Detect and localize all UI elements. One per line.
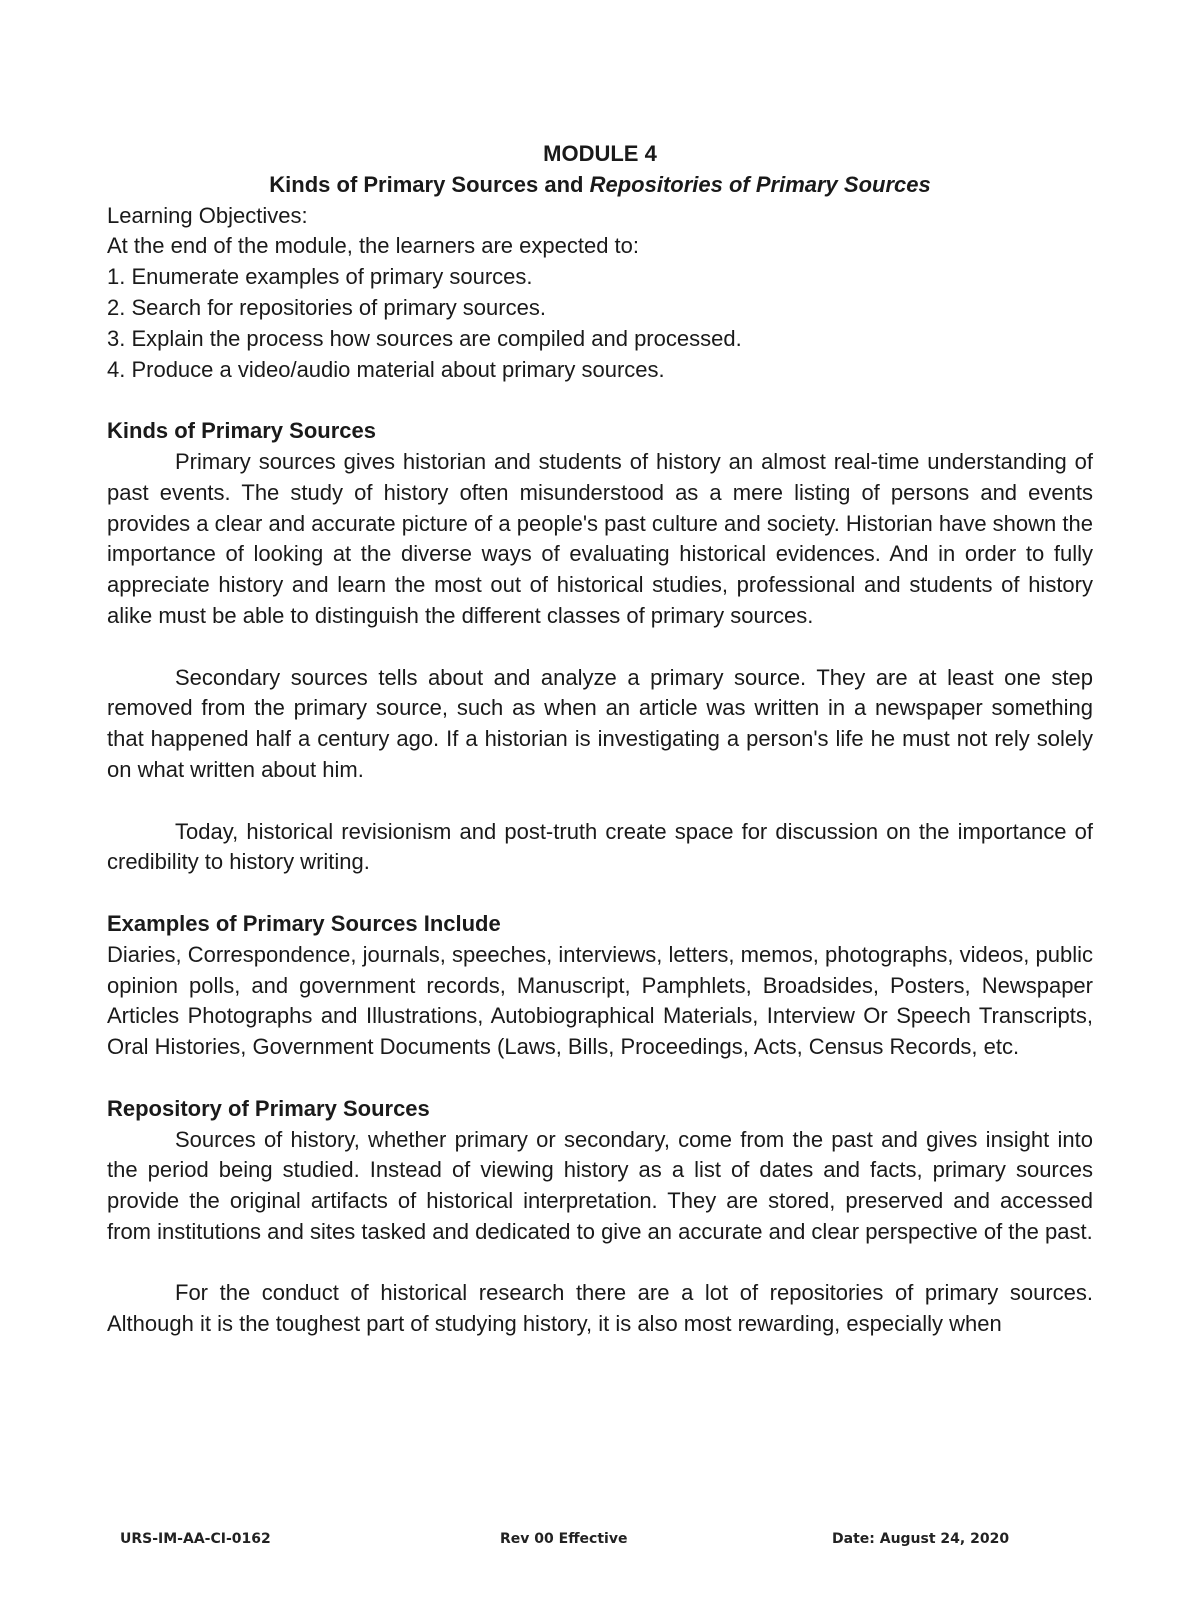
objectives-intro: At the end of the module, the learners are expected to: [107, 233, 640, 259]
spacer [107, 878, 1093, 909]
page-footer [120, 1531, 1020, 1553]
repository-heading: Repository of Primary Sources [107, 1095, 430, 1121]
kinds-paragraph-2: Secondary sources tells about and analyze a primary source. They are at least one step removed from the primary source, such as when an article was written in a newspaper something that happened half a century ago. If a historian is investigating a person's life he must not rely solely on what written about him. [107, 664, 1093, 782]
footer-revision: Rev 00 Effective [500, 1531, 628, 1547]
repository-paragraph-1: Sources of history, whether primary or secondary, come from the past and gives insight into the period being studied. Instead of viewing history as a list of dates and facts, primary sources provide the original artifacts of historical interpretation. They are stored, preserved and accessed from institutions and sites tasked and dedicated to give an accurate and clear perspective of the past. [107, 1126, 1093, 1244]
objectives-label: Learning Objectives: [107, 202, 308, 228]
repository-paragraph-2: For the conduct of historical research there are a lot of repositories of primary sources. Although it is the toughest part of studying history, it is also most rewarding, especially when [107, 1280, 1093, 1337]
objective-item: 1. Enumerate examples of primary sources. [107, 264, 533, 290]
kinds-heading: Kinds of Primary Sources [107, 418, 376, 444]
footer-document-code: URS-IM-AA-CI-0162 [120, 1531, 271, 1547]
module-title [107, 170, 1093, 201]
page-content [107, 139, 1093, 1340]
spacer [107, 1248, 1093, 1279]
spacer [107, 786, 1093, 817]
footer-date: Date: August 24, 2020 [832, 1531, 1010, 1547]
spacer [107, 385, 1093, 416]
kinds-paragraph-1: Primary sources gives historian and students of history an almost real-time understanding of past events. The study of history often misunderstood as a mere listing of persons and events provides a clear and accurate picture of a people's past culture and society. Historian have shown the importance of looking at the diverse ways of evaluating historical evidences. And in order to fully appreciate history and learn the most out of historical studies, professional and students of history alike must be able to distinguish the different classes of primary sources. [107, 448, 1093, 628]
module-title-part1: Kinds of Primary Sources and [269, 171, 590, 197]
objective-item: 2. Search for repositories of primary sources. [107, 294, 546, 320]
kinds-paragraph-3: Today, historical revisionism and post-truth create space for discussion on the importance of credibility to history writing. [107, 818, 1093, 875]
objective-item: 4. Produce a video/audio material about primary sources. [107, 356, 665, 382]
examples-heading: Examples of Primary Sources Include [107, 910, 501, 936]
module-title-part2: Repositories of Primary Sources [589, 171, 931, 197]
spacer [107, 632, 1093, 663]
examples-text: Diaries, Correspondence, journals, speeches, interviews, letters, memos, photographs, videos, public opinion polls, and government records, Manuscript, Pamphlets, Broadsides, Posters, Newspaper Articles Photographs and Illustrations, Autobiographical Materials, Interview Or Speech Transcripts, Oral Histories, Government Documents (Laws, Bills, Proceedings, Acts, Census Records, etc. [107, 941, 1093, 1060]
objective-item: 3. Explain the process how sources are compiled and processed. [107, 325, 742, 351]
spacer [107, 1063, 1093, 1094]
module-number: MODULE 4 [543, 141, 657, 166]
